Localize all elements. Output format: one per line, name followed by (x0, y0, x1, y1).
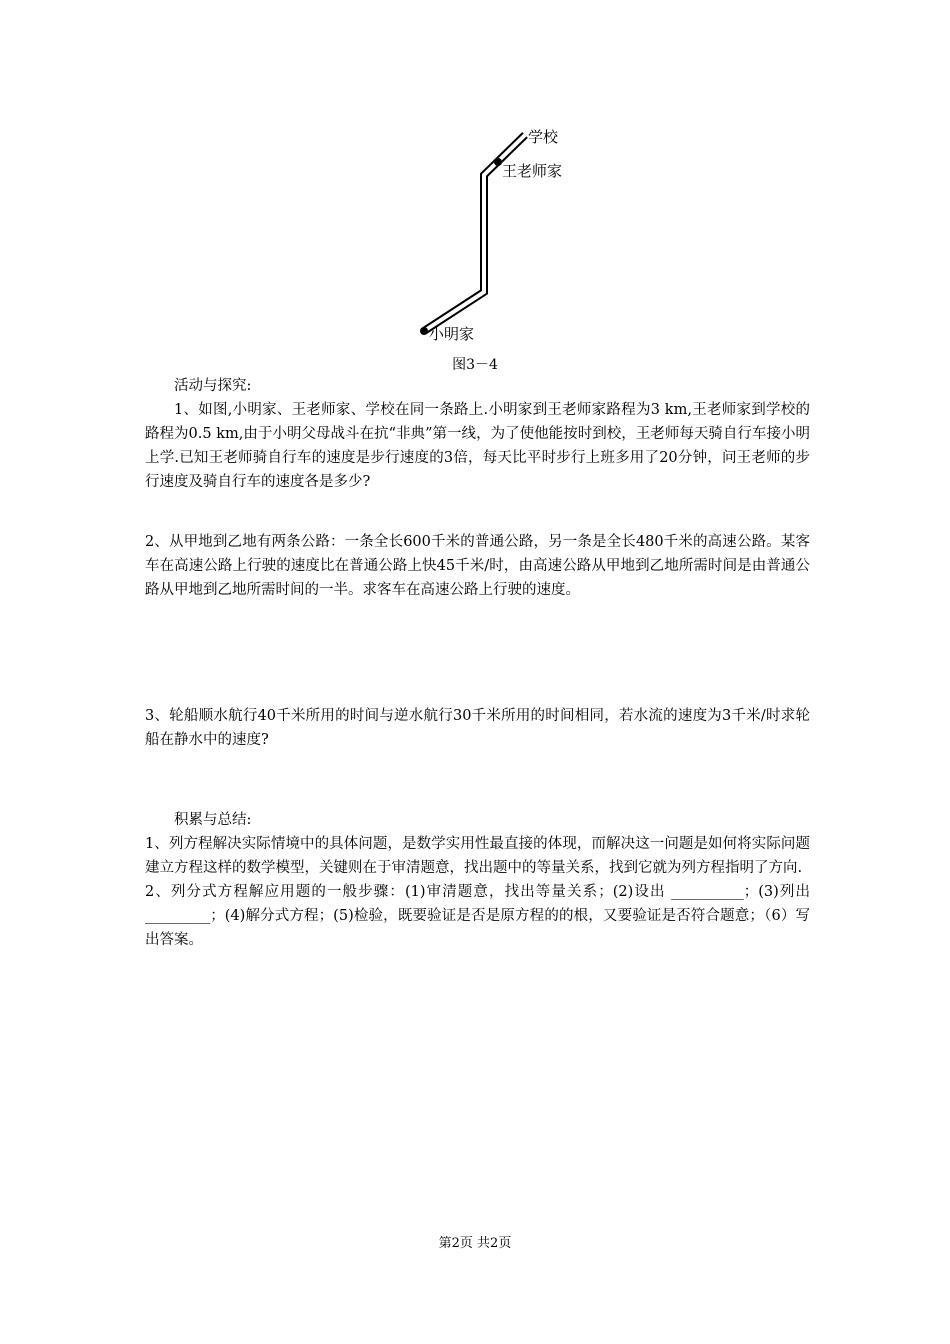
question-2-text: 2、从甲地到乙地有两条公路：一条全长600千米的普通公路，另一条是全长480千米的高速公路。某客车在高速公路上行驶的速度比在普通公路上快45千米/时，由高速公路从甲地到乙地所需时间是由普通公路从甲地到乙地所需时间的一半。求客车在高速公路上行驶的速度。 (145, 534, 810, 598)
page-footer: 第2页 共2页 (438, 1236, 512, 1251)
figure-caption: 图3－4 (452, 357, 498, 373)
summary-section (145, 808, 810, 952)
question-3 (145, 704, 810, 752)
activity-section (145, 374, 810, 494)
question-2 (145, 530, 810, 602)
question-3-text: 3、轮船顺水航行40千米所用的时间与逆水航行30千米所用的时间相同，若水流的速度为3千米/时求轮船在静水中的速度? (145, 708, 810, 748)
teacher-home-marker (494, 158, 502, 166)
route-diagram (400, 120, 620, 350)
school-label: 学校 (528, 128, 559, 146)
xiaoming-home-marker (420, 327, 428, 335)
summary-heading: 积累与总结: (174, 812, 252, 828)
route-figure (400, 120, 620, 350)
summary-point-2: 2、列分式方程解应用题的一般步骤：(1)审清题意，找出等量关系；(2)设出 __________；(3)列出_________；(4)解分式方程；(5)检验，既要验证是否是原方程的的根，又要验证是否符合题意；（6）写出答案。 (145, 884, 810, 948)
summary-point-1: 1、列方程解决实际情境中的具体问题，是数学实用性最直接的体现，而解决这一问题是如何将实际问题建立方程这样的数学模型，关键则在于审清题意，找出题中的等量关系，找到它就为列方程指明了方向. (145, 836, 810, 876)
teacher-home-label: 王老师家 (502, 162, 563, 180)
activity-heading: 活动与探究: (174, 378, 252, 394)
xiaoming-home-label: 小明家 (429, 325, 475, 343)
question-1: 1、如图,小明家、王老师家、学校在同一条路上.小明家到王老师家路程为3 km,王老师家到学校的路程为0.5 km,由于小明父母战斗在抗“非典”第一线，为了使他能按时到校，王老师每天骑自行车接小明上学.已知王老师骑自行车的速度是步行速度的3倍，每天比平时步行上班多用了20分钟，问王老师的步行速度及骑自行车的速度各是多少? (145, 402, 810, 490)
